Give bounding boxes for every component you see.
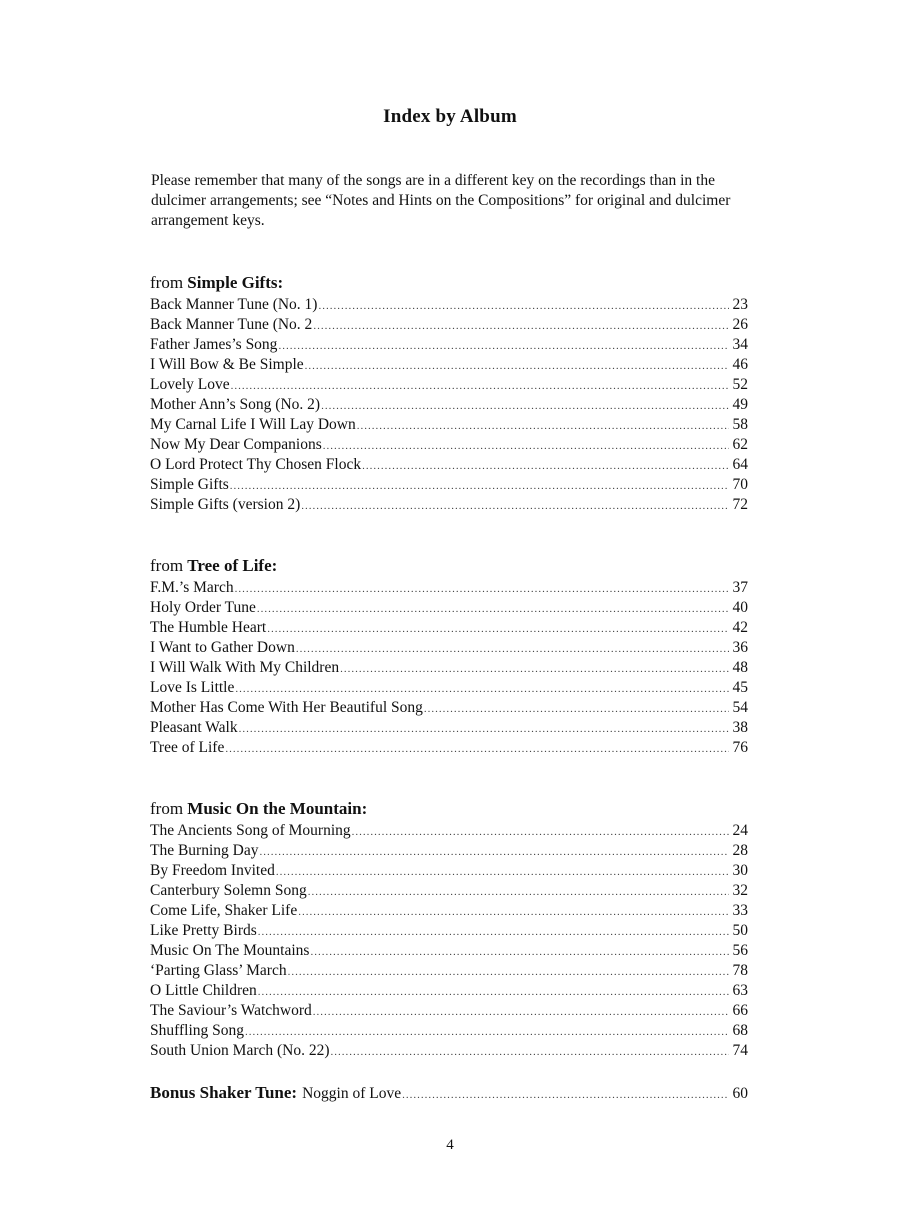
leader-dots — [296, 639, 729, 659]
leader-dots — [298, 902, 729, 922]
entry-title: Love Is Little — [150, 679, 235, 696]
leader-dots — [318, 296, 729, 316]
leader-dots — [267, 619, 729, 639]
leader-dots — [257, 599, 729, 619]
section-name: Music On the Mountain: — [187, 799, 368, 818]
entry-page: 42 — [732, 619, 748, 636]
index-entry — [150, 598, 748, 618]
entry-page: 33 — [732, 902, 748, 919]
page-number: 4 — [446, 1137, 454, 1153]
index-entry — [150, 881, 748, 901]
section-tree-of-life — [150, 554, 750, 758]
entry-title: Lovely Love — [150, 376, 230, 393]
entry-page: 40 — [732, 599, 748, 616]
entry-title: F.M.’s March — [150, 579, 234, 596]
leader-dots — [258, 922, 729, 942]
entry-page: 36 — [732, 639, 748, 656]
index-entry — [150, 355, 748, 375]
leader-dots — [340, 659, 729, 679]
section-prefix: from — [150, 273, 184, 292]
intro-text: Please remember that many of the songs are in a different key on the recordings than in the dulcimer arrangements; see “Notes and Hints on the Compositions” for original and dulcimer arrangement keys. — [151, 172, 731, 229]
leader-dots — [424, 699, 729, 719]
entry-page: 37 — [732, 579, 748, 596]
leader-dots — [225, 739, 729, 759]
entry-title: Canterbury Solemn Song — [150, 882, 307, 899]
index-entry — [150, 1001, 748, 1021]
entry-page: 38 — [732, 719, 748, 736]
index-entry — [150, 961, 748, 981]
leader-dots — [235, 579, 729, 599]
entry-page: 23 — [732, 296, 748, 313]
index-entry — [150, 475, 748, 495]
index-entry — [150, 658, 748, 678]
index-entry — [150, 678, 748, 698]
entry-page: 78 — [732, 962, 748, 979]
leader-dots — [276, 862, 729, 882]
entry-title: I Want to Gather Down — [150, 639, 295, 656]
leader-dots — [357, 416, 729, 436]
leader-dots — [313, 1002, 729, 1022]
entry-list — [150, 295, 750, 515]
leader-dots — [245, 1022, 729, 1042]
entry-title: Now My Dear Companions — [150, 436, 322, 453]
entry-title: Pleasant Walk — [150, 719, 238, 736]
entry-page: 66 — [732, 1002, 748, 1019]
leader-dots — [230, 476, 729, 496]
entry-title: Music On The Mountains — [150, 942, 310, 959]
leader-dots — [402, 1083, 729, 1107]
entry-page: 48 — [732, 659, 748, 676]
section-prefix: from — [150, 556, 184, 575]
entry-title: The Saviour’s Watchword — [150, 1002, 312, 1019]
index-entry — [150, 841, 748, 861]
leader-dots — [235, 679, 729, 699]
leader-dots — [352, 822, 729, 842]
entry-title: Shuffling Song — [150, 1022, 245, 1039]
leader-dots — [362, 456, 729, 476]
entry-title: Tree of Life — [150, 739, 225, 756]
entry-page: 64 — [732, 456, 748, 473]
entry-title: Mother Has Come With Her Beautiful Song — [150, 699, 423, 716]
leader-dots — [310, 942, 729, 962]
entry-title: Simple Gifts — [150, 476, 229, 493]
leader-dots — [323, 436, 729, 456]
entry-page: 30 — [732, 862, 748, 879]
index-entry — [150, 821, 748, 841]
entry-page: 58 — [732, 416, 748, 433]
index-entry — [150, 295, 748, 315]
index-entry — [150, 941, 748, 961]
leader-dots — [301, 496, 729, 516]
entry-page: 24 — [732, 822, 748, 839]
entry-title: The Ancients Song of Mourning — [150, 822, 351, 839]
entry-title: The Burning Day — [150, 842, 259, 859]
entry-title: Simple Gifts (version 2) — [150, 496, 301, 513]
index-entry — [150, 455, 748, 475]
entry-title: O Little Children — [150, 982, 257, 999]
index-entry — [150, 618, 748, 638]
index-entry — [150, 495, 748, 515]
entry-page: 45 — [732, 679, 748, 696]
entry-page: 56 — [732, 942, 748, 959]
entry-title: Like Pretty Birds — [150, 922, 257, 939]
leader-dots — [259, 842, 729, 862]
entry-title: Mother Ann’s Song (No. 2) — [150, 396, 321, 413]
section-name: Tree of Life: — [187, 556, 278, 575]
entry-title: Back Manner Tune (No. 2 — [150, 316, 313, 333]
entry-title: By Freedom Invited — [150, 862, 275, 879]
entry-title: O Lord Protect Thy Chosen Flock — [150, 456, 362, 473]
entry-page: 72 — [732, 496, 748, 513]
entry-title: The Humble Heart — [150, 619, 267, 636]
index-entry — [150, 375, 748, 395]
index-entry — [150, 335, 748, 355]
entry-list — [150, 821, 750, 1061]
bonus-heading: Bonus Shaker Tune: — [150, 1083, 298, 1102]
entry-page: 62 — [732, 436, 748, 453]
section-music-on-the-mountain — [150, 797, 750, 1061]
index-entry — [150, 578, 748, 598]
leader-dots — [239, 719, 729, 739]
section-heading — [150, 797, 750, 821]
entry-page: 54 — [732, 699, 748, 716]
page-title: Index by Album — [383, 106, 517, 127]
entry-page: 49 — [732, 396, 748, 413]
index-entry — [150, 921, 748, 941]
entry-page: 26 — [732, 316, 748, 333]
entry-page: 32 — [732, 882, 748, 899]
section-heading — [150, 271, 750, 295]
leader-dots — [231, 376, 729, 396]
entry-list — [150, 578, 750, 758]
entry-page: 76 — [732, 739, 748, 756]
entry-title: I Will Walk With My Children — [150, 659, 340, 676]
section-heading — [150, 554, 750, 578]
entry-title: I Will Bow & Be Simple — [150, 356, 304, 373]
entry-title: Back Manner Tune (No. 1) — [150, 296, 318, 313]
index-entry — [150, 395, 748, 415]
entry-page: 46 — [732, 356, 748, 373]
leader-dots — [278, 336, 729, 356]
leader-dots — [308, 882, 729, 902]
leader-dots — [305, 356, 729, 376]
entry-title: Holy Order Tune — [150, 599, 256, 616]
index-entry — [150, 861, 748, 881]
index-entry — [150, 315, 748, 335]
index-entry — [150, 981, 748, 1001]
entry-page: 70 — [732, 476, 748, 493]
leader-dots — [258, 982, 729, 1002]
entry-page: 34 — [732, 336, 748, 353]
entry-page: 63 — [732, 982, 748, 999]
entry-title: My Carnal Life I Will Lay Down — [150, 416, 356, 433]
entry-title: Father James’s Song — [150, 336, 278, 353]
index-entry — [150, 1041, 748, 1061]
entry-page: 50 — [732, 922, 748, 939]
index-entry — [150, 718, 748, 738]
entry-page: 28 — [732, 842, 748, 859]
entry-title: Come Life, Shaker Life — [150, 902, 298, 919]
leader-dots — [313, 316, 729, 336]
section-simple-gifts — [150, 271, 750, 515]
entry-title: Noggin of Love — [302, 1085, 402, 1102]
entry-page: 74 — [732, 1042, 748, 1059]
leader-dots — [331, 1042, 729, 1062]
index-entry — [150, 415, 748, 435]
entry-title: ‘Parting Glass’ March — [150, 962, 287, 979]
leader-dots — [321, 396, 729, 416]
index-entry — [150, 1021, 748, 1041]
section-prefix: from — [150, 799, 184, 818]
entry-page: 68 — [732, 1022, 748, 1039]
leader-dots — [288, 962, 729, 982]
section-bonus — [150, 1081, 750, 1105]
index-entry — [150, 638, 748, 658]
index-entry — [150, 698, 748, 718]
intro-paragraph — [151, 171, 751, 231]
bonus-entry — [150, 1081, 748, 1105]
entry-page: 52 — [732, 376, 748, 393]
index-entry — [150, 738, 748, 758]
entry-page: 60 — [732, 1085, 748, 1102]
entry-title: South Union March (No. 22) — [150, 1042, 330, 1059]
index-entry — [150, 901, 748, 921]
index-entry — [150, 435, 748, 455]
section-name: Simple Gifts: — [187, 273, 284, 292]
